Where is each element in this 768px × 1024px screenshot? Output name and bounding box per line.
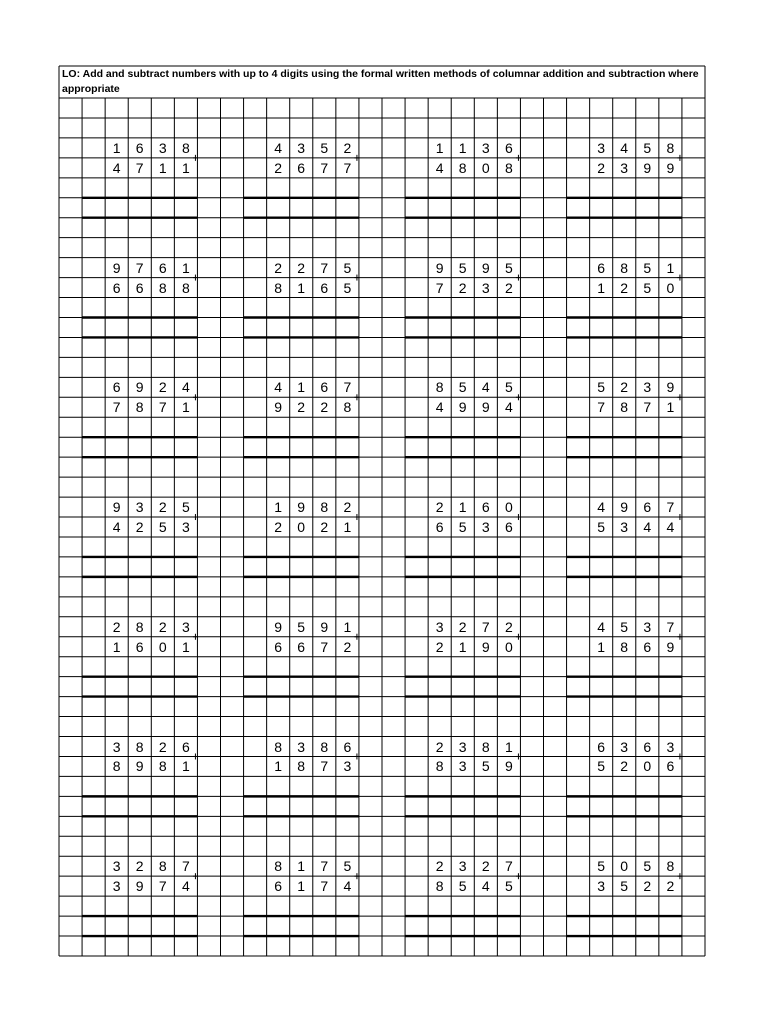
top-number-digit: 3 [643,618,652,635]
top-number-digit: 4 [597,618,606,635]
bottom-number-digit: 4 [435,399,444,416]
bottom-number-digit: 4 [112,519,121,536]
top-number-digit: 2 [158,499,167,516]
bottom-number-digit: 2 [458,279,467,296]
bottom-number-digit: 2 [597,159,606,176]
top-number-digit: 2 [504,618,513,635]
top-number-digit: 1 [297,858,306,875]
top-number-digit: 5 [643,259,652,276]
top-number-digit: 6 [135,139,144,156]
top-number-digit: 8 [320,738,329,755]
top-number-digit: 5 [597,379,606,396]
bottom-number-digit: 7 [597,399,606,416]
bottom-number-digit: 1 [458,638,467,655]
top-number-digit: 8 [666,858,675,875]
top-number-digit: 7 [481,618,490,635]
bottom-number-digit: 8 [343,399,352,416]
bottom-number-digit: 0 [481,159,490,176]
top-number-digit: 5 [643,858,652,875]
top-number-digit: 5 [643,139,652,156]
top-number-digit: 9 [135,379,144,396]
bottom-number-digit: 0 [504,638,513,655]
top-number-digit: 8 [135,618,144,635]
bottom-number-digit: 7 [158,399,167,416]
top-number-digit: 3 [458,858,467,875]
top-number-digit: 1 [458,499,467,516]
bottom-number-digit: 7 [112,399,121,416]
top-number-digit: 5 [320,139,329,156]
bottom-number-digit: 2 [435,638,444,655]
top-number-digit: 5 [297,618,306,635]
top-number-digit: 6 [158,259,167,276]
bottom-number-digit: 1 [181,758,190,775]
bottom-number-digit: 8 [274,279,283,296]
top-number-digit: 9 [274,618,283,635]
bottom-number-digit: 9 [135,878,144,895]
bottom-number-digit: 8 [158,279,167,296]
bottom-number-digit: 9 [504,758,513,775]
bottom-number-digit: 6 [643,638,652,655]
bottom-number-digit: 7 [343,159,352,176]
top-number-digit: 6 [504,139,513,156]
top-number-digit: 9 [112,499,121,516]
bottom-number-digit: 3 [112,878,121,895]
bottom-number-digit: 8 [297,758,306,775]
learning-objective-header [59,66,705,98]
bottom-number-digit: 3 [343,758,352,775]
bottom-number-digit: 7 [643,399,652,416]
bottom-number-digit: 5 [158,519,167,536]
bottom-number-digit: 9 [458,399,467,416]
top-number-digit: 8 [135,738,144,755]
top-number-digit: 9 [320,618,329,635]
top-number-digit: 2 [343,139,352,156]
top-number-digit: 6 [320,379,329,396]
top-number-digit: 3 [112,858,121,875]
top-number-digit: 3 [158,139,167,156]
bottom-number-digit: 7 [320,878,329,895]
top-number-digit: 4 [274,379,283,396]
bottom-number-digit: 9 [481,638,490,655]
top-number-digit: 0 [504,499,513,516]
top-number-digit: 5 [458,379,467,396]
bottom-number-digit: 9 [135,758,144,775]
bottom-number-digit: 4 [343,878,352,895]
bottom-number-digit: 2 [620,279,629,296]
top-number-digit: 7 [135,259,144,276]
top-number-digit: 9 [297,499,306,516]
top-number-digit: 5 [504,259,513,276]
top-number-digit: 2 [158,738,167,755]
bottom-number-digit: 2 [320,519,329,536]
bottom-number-digit: 6 [297,638,306,655]
bottom-number-digit: 1 [181,159,190,176]
bottom-number-digit: 1 [181,638,190,655]
bottom-number-digit: 0 [643,758,652,775]
bottom-number-digit: 6 [135,279,144,296]
bottom-number-digit: 4 [181,878,190,895]
bottom-number-digit: 7 [320,758,329,775]
bottom-number-digit: 5 [458,519,467,536]
top-number-digit: 1 [458,139,467,156]
top-number-digit: 9 [112,259,121,276]
bottom-number-digit: 5 [343,279,352,296]
bottom-number-digit: 4 [666,519,675,536]
bottom-number-digit: 9 [643,159,652,176]
bottom-number-digit: 7 [135,159,144,176]
bottom-number-digit: 4 [504,399,513,416]
top-number-digit: 6 [343,738,352,755]
bottom-number-digit: 2 [666,878,675,895]
bottom-number-digit: 8 [181,279,190,296]
top-number-digit: 8 [435,379,444,396]
top-number-digit: 2 [158,618,167,635]
top-number-digit: 2 [435,738,444,755]
top-number-digit: 2 [274,259,283,276]
top-number-digit: 5 [458,259,467,276]
top-number-digit: 7 [666,618,675,635]
top-number-digit: 7 [343,379,352,396]
top-number-digit: 5 [181,499,190,516]
bottom-number-digit: 1 [297,878,306,895]
bottom-number-digit: 9 [274,399,283,416]
top-number-digit: 8 [274,858,283,875]
top-number-digit: 7 [320,259,329,276]
bottom-number-digit: 7 [320,159,329,176]
bottom-number-digit: 0 [158,638,167,655]
top-number-digit: 6 [112,379,121,396]
top-number-digit: 4 [620,139,629,156]
bottom-number-digit: 4 [481,878,490,895]
bottom-number-digit: 1 [297,279,306,296]
top-number-digit: 9 [620,499,629,516]
top-number-digit: 7 [320,858,329,875]
top-number-digit: 4 [481,379,490,396]
bottom-number-digit: 5 [620,878,629,895]
learning-objective-text: LO: Add and subtract numbers with up to 4 digits using the formal written methods of columnar addition and subtraction where appropriate [62,68,699,95]
top-number-digit: 2 [158,379,167,396]
bottom-number-digit: 3 [597,878,606,895]
bottom-number-digit: 6 [274,638,283,655]
bottom-number-digit: 2 [343,638,352,655]
bottom-number-digit: 1 [112,638,121,655]
top-number-digit: 1 [666,259,675,276]
top-number-digit: 7 [181,858,190,875]
bottom-number-digit: 9 [666,159,675,176]
bottom-number-digit: 2 [274,159,283,176]
top-number-digit: 2 [481,858,490,875]
top-number-digit: 1 [112,139,121,156]
bottom-number-digit: 0 [666,279,675,296]
top-number-digit: 1 [504,738,513,755]
top-number-digit: 9 [666,379,675,396]
bottom-number-digit: 2 [135,519,144,536]
bottom-number-digit: 7 [158,878,167,895]
top-number-digit: 2 [620,379,629,396]
bottom-number-digit: 8 [620,638,629,655]
top-number-digit: 2 [458,618,467,635]
top-number-digit: 6 [597,738,606,755]
bottom-number-digit: 5 [597,758,606,775]
top-number-digit: 1 [435,139,444,156]
bottom-number-digit: 8 [435,878,444,895]
top-number-digit: 3 [643,379,652,396]
top-number-digit: 3 [435,618,444,635]
top-number-digit: 7 [666,499,675,516]
bottom-number-digit: 3 [481,519,490,536]
bottom-number-digit: 5 [481,758,490,775]
top-number-digit: 4 [597,499,606,516]
top-number-digit: 3 [666,738,675,755]
top-number-digit: 9 [481,259,490,276]
bottom-number-digit: 4 [112,159,121,176]
bottom-number-digit: 6 [435,519,444,536]
bottom-number-digit: 6 [297,159,306,176]
top-number-digit: 4 [274,139,283,156]
bottom-number-digit: 5 [504,878,513,895]
bottom-number-digit: 6 [504,519,513,536]
bottom-number-digit: 2 [504,279,513,296]
bottom-number-digit: 2 [297,399,306,416]
bottom-number-digit: 1 [343,519,352,536]
top-number-digit: 6 [181,738,190,755]
top-number-digit: 7 [504,858,513,875]
top-number-digit: 4 [181,379,190,396]
bottom-number-digit: 6 [320,279,329,296]
bottom-number-digit: 8 [458,159,467,176]
bottom-number-digit: 1 [597,279,606,296]
top-number-digit: 2 [435,499,444,516]
top-number-digit: 6 [597,259,606,276]
bottom-number-digit: 7 [320,638,329,655]
top-number-digit: 6 [643,738,652,755]
top-number-digit: 2 [435,858,444,875]
top-number-digit: 5 [597,858,606,875]
top-number-digit: 8 [666,139,675,156]
top-number-digit: 1 [343,618,352,635]
top-number-digit: 8 [620,259,629,276]
bottom-number-digit: 8 [620,399,629,416]
bottom-number-digit: 2 [643,878,652,895]
top-number-digit: 0 [620,858,629,875]
bottom-number-digit: 8 [158,758,167,775]
top-number-digit: 3 [620,738,629,755]
bottom-number-digit: 3 [620,159,629,176]
bottom-number-digit: 2 [620,758,629,775]
top-number-digit: 1 [297,379,306,396]
top-number-digit: 2 [135,858,144,875]
bottom-number-digit: 9 [481,399,490,416]
top-number-digit: 3 [135,499,144,516]
bottom-number-digit: 5 [597,519,606,536]
bottom-number-digit: 0 [297,519,306,536]
top-number-digit: 5 [343,858,352,875]
bottom-number-digit: 3 [181,519,190,536]
bottom-number-digit: 7 [435,279,444,296]
top-number-digit: 5 [343,259,352,276]
top-number-digit: 3 [481,139,490,156]
top-number-digit: 9 [435,259,444,276]
bottom-number-digit: 1 [597,638,606,655]
top-number-digit: 1 [181,259,190,276]
bottom-number-digit: 4 [435,159,444,176]
bottom-number-digit: 1 [666,399,675,416]
top-number-digit: 2 [297,259,306,276]
bottom-number-digit: 1 [181,399,190,416]
top-number-digit: 5 [504,379,513,396]
bottom-number-digit: 5 [458,878,467,895]
bottom-number-digit: 1 [158,159,167,176]
top-number-digit: 8 [481,738,490,755]
top-number-digit: 8 [181,139,190,156]
bottom-number-digit: 6 [112,279,121,296]
bottom-number-digit: 6 [274,878,283,895]
top-number-digit: 2 [112,618,121,635]
bottom-number-digit: 6 [666,758,675,775]
top-number-digit: 3 [112,738,121,755]
bottom-number-digit: 5 [643,279,652,296]
bottom-number-digit: 8 [135,399,144,416]
bottom-number-digit: 9 [666,638,675,655]
top-number-digit: 5 [620,618,629,635]
top-number-digit: 8 [320,499,329,516]
top-number-digit: 8 [274,738,283,755]
top-number-digit: 6 [481,499,490,516]
top-number-digit: 2 [343,499,352,516]
top-number-digit: 3 [297,139,306,156]
top-number-digit: 3 [297,738,306,755]
top-number-digit: 1 [274,499,283,516]
bottom-number-digit: 6 [135,638,144,655]
bottom-number-digit: 3 [481,279,490,296]
bottom-number-digit: 2 [274,519,283,536]
bottom-number-digit: 8 [112,758,121,775]
bottom-number-digit: 4 [643,519,652,536]
top-number-digit: 3 [597,139,606,156]
top-number-digit: 3 [181,618,190,635]
top-number-digit: 8 [158,858,167,875]
bottom-number-digit: 1 [274,758,283,775]
bottom-number-digit: 3 [458,758,467,775]
top-number-digit: 6 [643,499,652,516]
bottom-number-digit: 8 [435,758,444,775]
top-number-digit: 3 [458,738,467,755]
bottom-number-digit: 2 [320,399,329,416]
bottom-number-digit: 3 [620,519,629,536]
bottom-number-digit: 8 [504,159,513,176]
